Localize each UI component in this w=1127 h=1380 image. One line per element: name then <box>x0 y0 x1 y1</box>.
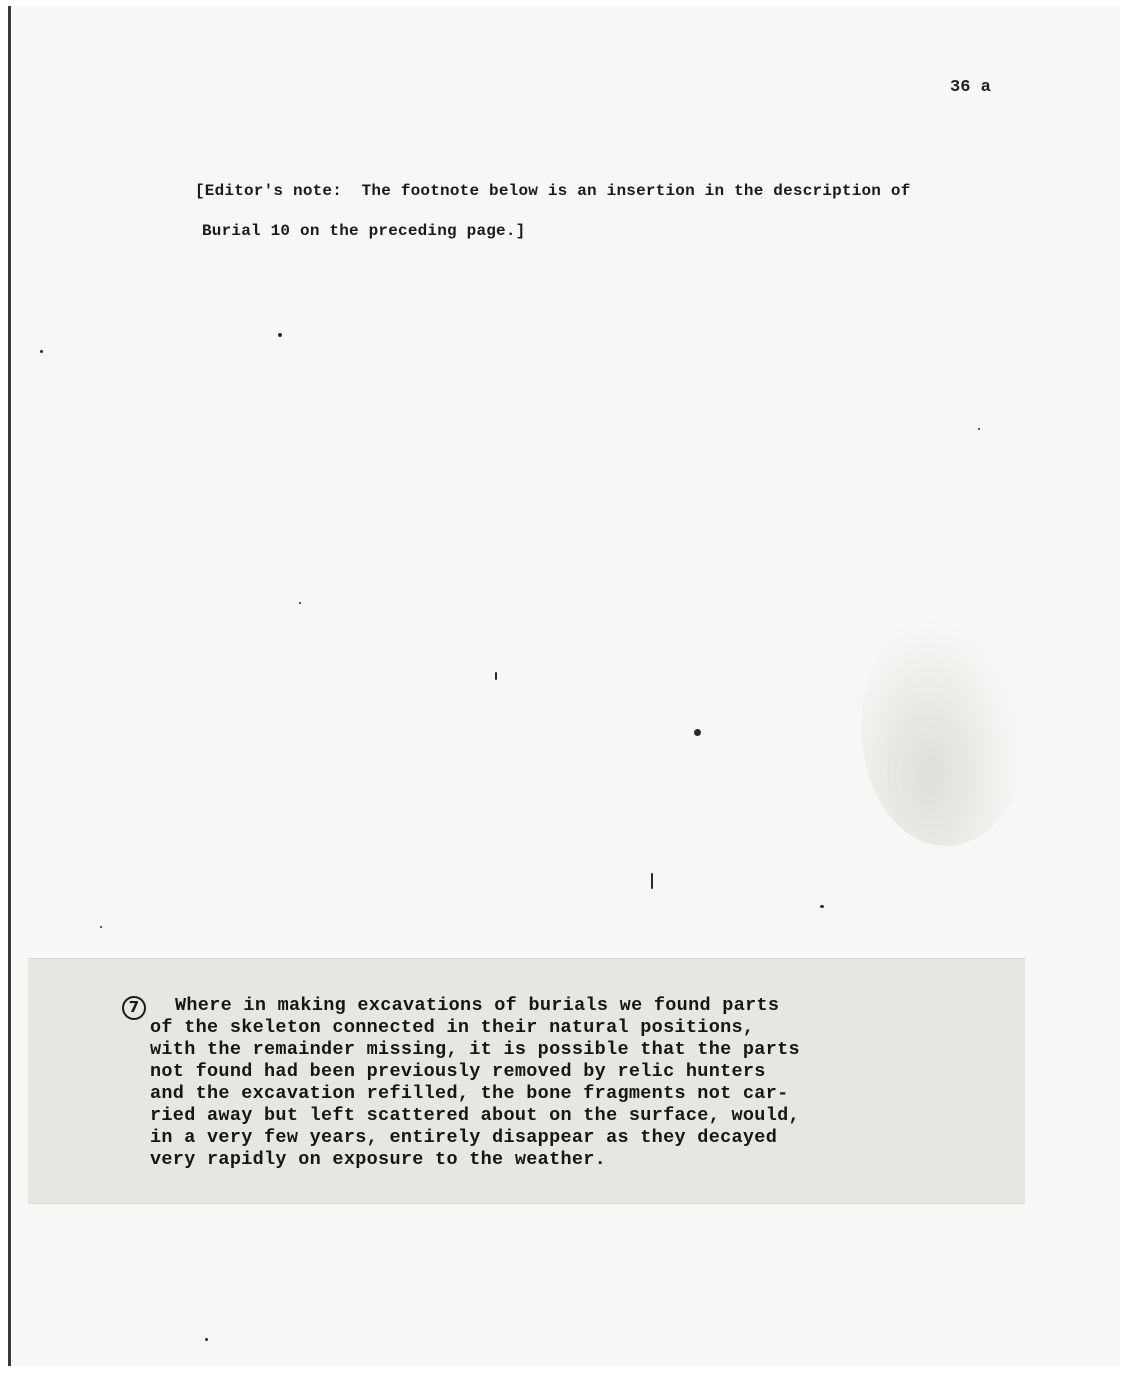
page-number: 36 a <box>950 78 991 97</box>
editor-note-line: Burial 10 on the preceding page.] <box>202 222 526 240</box>
footnote-line: and the excavation refilled, the bone fragments not car- <box>150 1083 789 1104</box>
ink-speck <box>651 873 653 889</box>
footnote-line: with the remainder missing, it is possible that the parts <box>150 1039 800 1060</box>
ink-speck <box>299 602 301 604</box>
ink-speck <box>495 672 497 680</box>
footnote-mark: 7 <box>122 996 146 1020</box>
scan-margin <box>0 0 8 1380</box>
footnote-line: in a very few years, entirely disappear as they decayed <box>150 1127 778 1148</box>
editor-note-line: [Editor's note: The footnote below is an insertion in the description of <box>195 182 911 200</box>
ink-speck <box>694 729 701 736</box>
ink-speck <box>100 926 102 928</box>
footnote-line: Where in making excavations of burials we found parts <box>175 995 780 1016</box>
ink-speck <box>978 428 980 430</box>
ink-speck <box>205 1338 208 1341</box>
footnote-line: of the skeleton connected in their natural positions, <box>150 1017 755 1038</box>
footnote-line: very rapidly on exposure to the weather. <box>150 1149 607 1170</box>
scan-margin <box>8 1366 1127 1380</box>
footnote-line: not found had been previously removed by relic hunters <box>150 1061 766 1082</box>
ink-speck <box>40 350 43 353</box>
paper-stain <box>861 606 1031 846</box>
ink-speck <box>820 905 824 908</box>
ink-speck <box>278 333 282 337</box>
footnote-line: ried away but left scattered about on the surface, would, <box>150 1105 800 1126</box>
